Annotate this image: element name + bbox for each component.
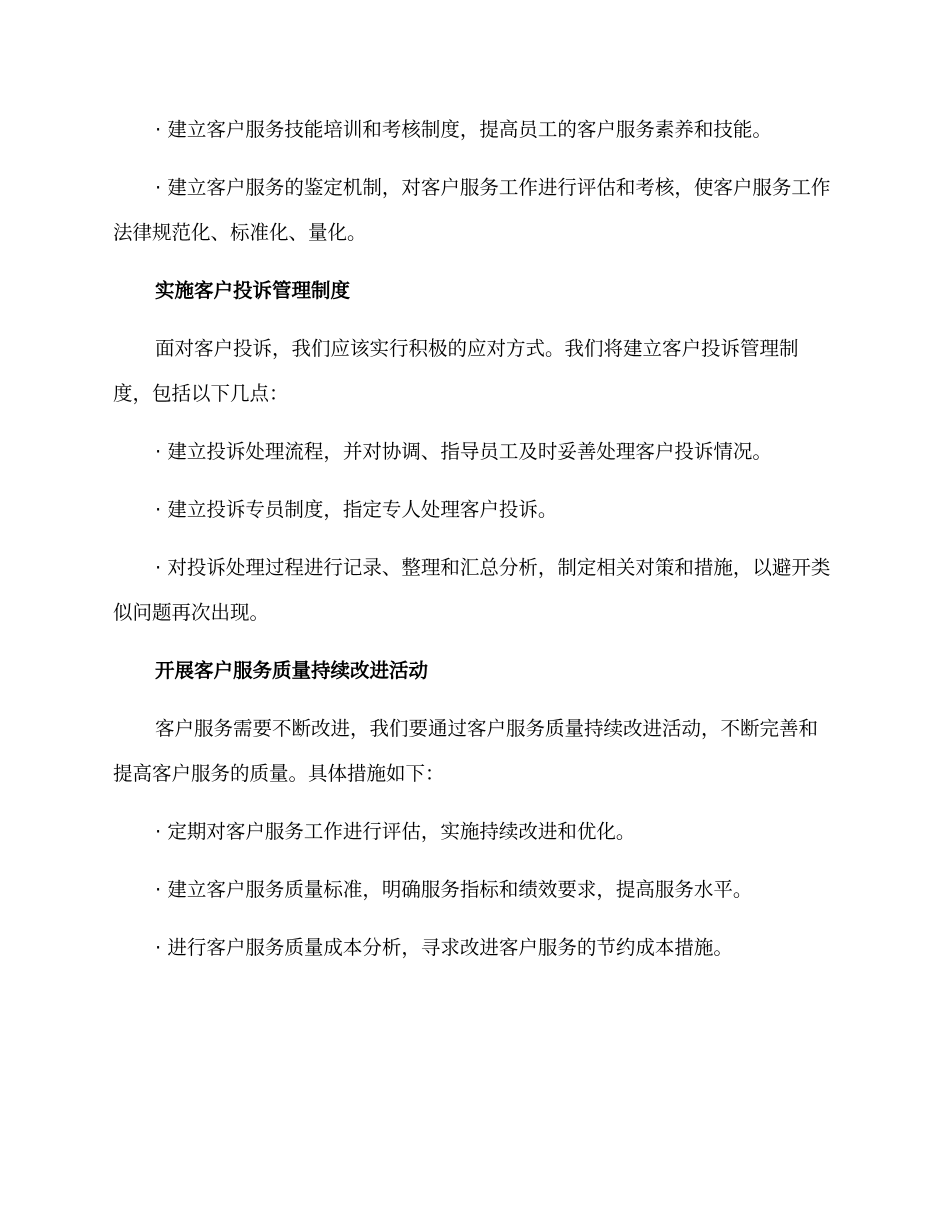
body-paragraph: 客户服务需要不断改进，我们要通过客户服务质量持续改进活动，不断完善和提高客户服务的质量。具体措施如下： [113,717,819,785]
bullet-paragraph: · 建立客户服务技能培训和考核制度，提高员工的客户服务素养和技能。 [155,118,772,141]
section-heading: 实施客户投诉管理制度 [155,279,351,302]
document-body [113,107,835,983]
body-paragraph: 面对客户投诉，我们应该实行积极的应对方式。我们将建立客户投诉管理制度，包括以下几点： [113,337,799,405]
bullet-paragraph: · 定期对客户服务工作进行评估，实施持续改进和优化。 [155,820,636,843]
bullet-paragraph: · 进行客户服务质量成本分析，寻求改进客户服务的节约成本措施。 [155,936,733,959]
bullet-paragraph: · 建立投诉处理流程，并对协调、指导员工及时妥善处理客户投诉情况。 [155,440,772,463]
bullet-paragraph: · 对投诉处理过程进行记录、整理和汇总分析，制定相关对策和措施，以避开类似问题再次出现。 [113,556,831,624]
bullet-paragraph: · 建立投诉专员制度，指定专人处理客户投诉。 [155,498,558,521]
bullet-paragraph: · 建立客户服务的鉴定机制，对客户服务工作进行评估和考核，使客户服务工作法律规范化、标准化、量化。 [113,176,831,244]
section-heading: 开展客户服务质量持续改进活动 [155,659,429,682]
bullet-paragraph: · 建立客户服务质量标准，明确服务指标和绩效要求，提高服务水平。 [155,878,753,901]
